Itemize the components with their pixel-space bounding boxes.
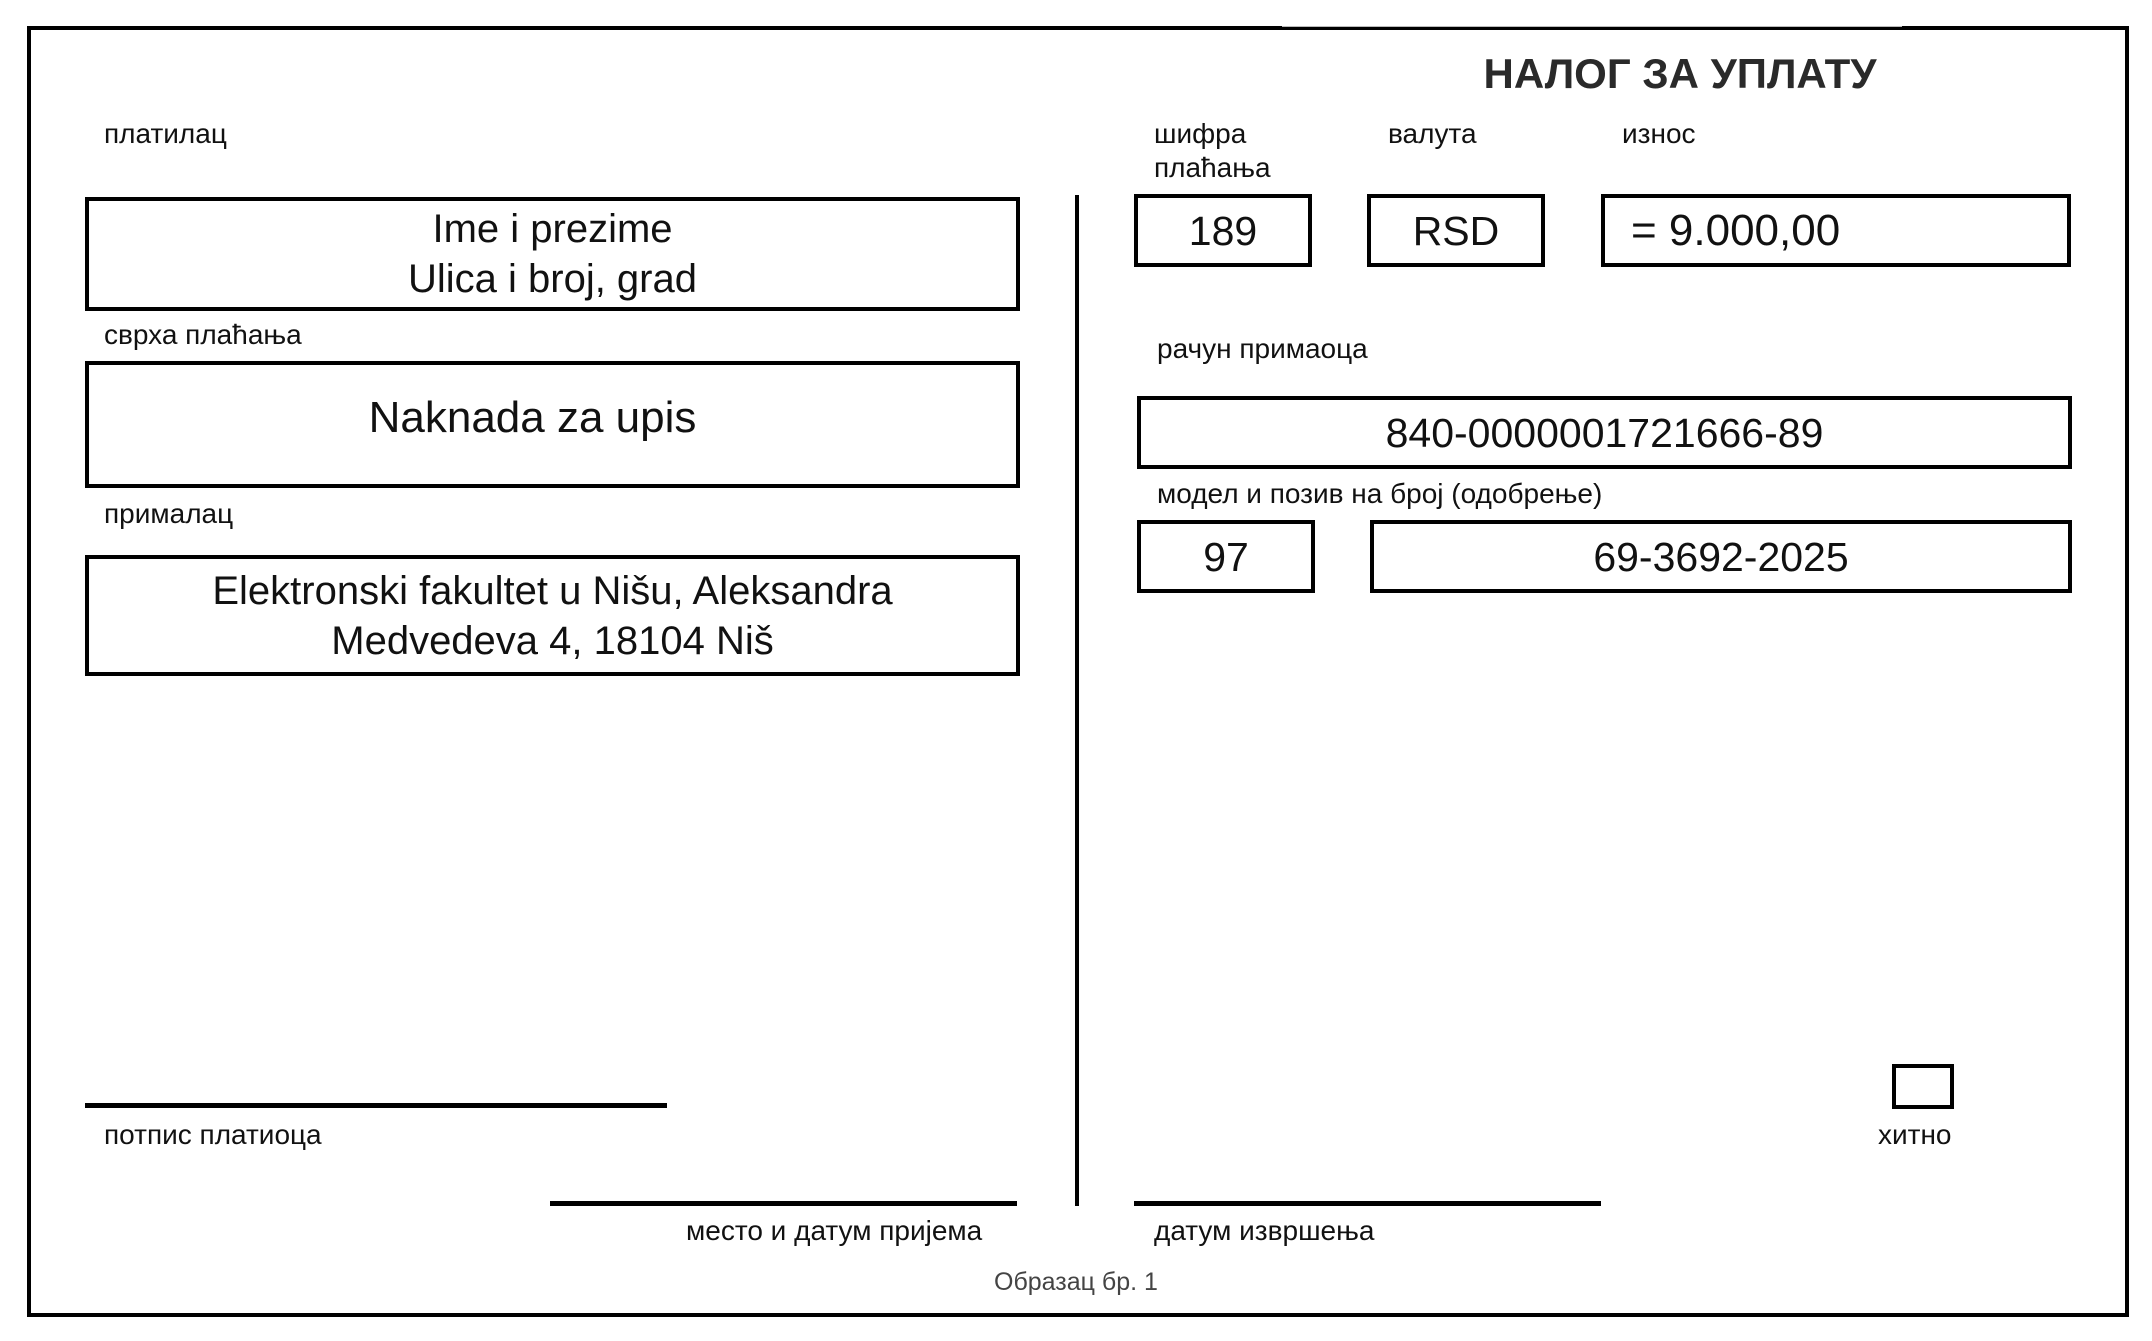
payment-code-value: 189	[1188, 207, 1258, 254]
recipient-name: Elektronski fakultet u Nišu, Aleksandra	[212, 568, 893, 613]
execution-date-label: датум извршења	[1154, 1215, 1375, 1246]
form-number: Образац бр. 1	[994, 1268, 1158, 1296]
recipient-field[interactable]	[85, 555, 1020, 676]
payer-address: Ulica i broj, grad	[407, 257, 697, 301]
payment-code-label-line2: плаћања	[1154, 152, 1271, 183]
payment-code-field[interactable]	[1134, 194, 1312, 267]
reference-model-field[interactable]	[1137, 520, 1315, 593]
currency-field[interactable]	[1367, 194, 1545, 267]
reference-label: модел и позив на број (одобрење)	[1157, 478, 1603, 509]
recipient-account-field[interactable]	[1137, 396, 2072, 469]
payment-code-label-line1: шифра	[1154, 118, 1247, 149]
payer-name: Ime i prezime	[432, 207, 673, 251]
purpose-value: Naknada za upis	[368, 393, 697, 442]
recipient-account-value: 840-0000001721666-89	[1385, 409, 1824, 456]
recipient-label: прималац	[104, 498, 234, 529]
recipient-address: Medvedeva 4, 18104 Niš	[331, 618, 774, 663]
purpose-label: сврха плаћања	[104, 319, 302, 350]
payer-label: платилац	[104, 118, 227, 149]
reference-number-field[interactable]	[1370, 520, 2072, 593]
reference-model-value: 97	[1203, 533, 1249, 580]
amount-field[interactable]	[1601, 194, 2071, 267]
currency-value: RSD	[1412, 207, 1500, 254]
place-date-label: место и датум пријема	[686, 1215, 983, 1246]
amount-value: = 9.000,00	[1631, 205, 1841, 255]
urgent-checkbox[interactable]	[1892, 1064, 1954, 1109]
form-title: НАЛОГ ЗА УПЛАТУ	[1483, 50, 1877, 97]
payer-field[interactable]	[85, 197, 1020, 311]
payer-signature-line[interactable]	[85, 1103, 667, 1108]
urgent-label: хитно	[1878, 1119, 1952, 1150]
vertical-divider	[1075, 195, 1079, 1206]
payer-signature-label: потпис платиоца	[104, 1119, 322, 1150]
place-date-line[interactable]	[550, 1201, 1017, 1206]
reference-number-value: 69-3692-2025	[1593, 533, 1849, 580]
currency-label: валута	[1388, 118, 1477, 149]
purpose-field[interactable]	[85, 361, 1020, 488]
top-accent-line	[1282, 26, 1902, 27]
amount-label: износ	[1622, 118, 1696, 149]
recipient-account-label: рачун примаоца	[1157, 333, 1368, 364]
execution-date-line[interactable]	[1134, 1201, 1601, 1206]
